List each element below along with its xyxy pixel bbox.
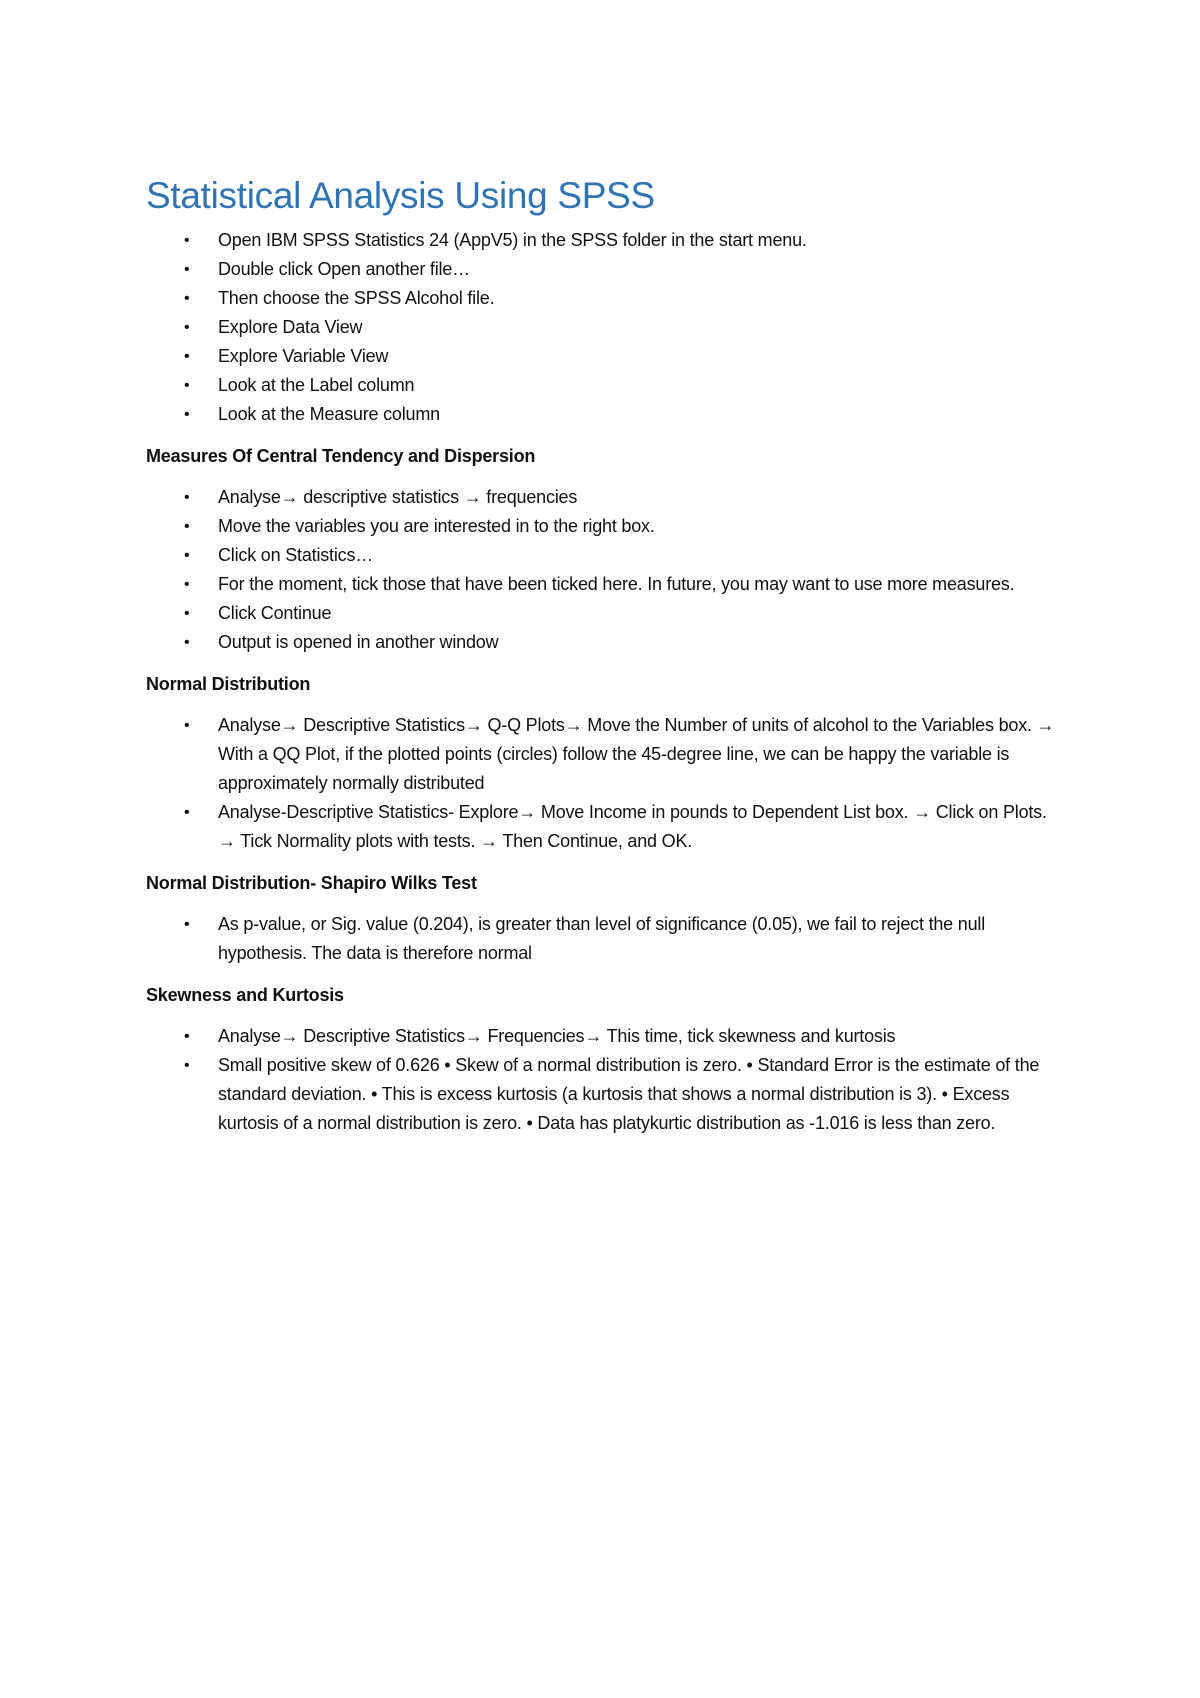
bullet-icon: • <box>184 261 190 278</box>
list-item <box>146 512 1066 541</box>
bullet-icon: • <box>184 232 190 249</box>
list-item-text: As p-value, or Sig. value (0.204), is greater than level of significance (0.05), we fail to reject the null hypothesis. The data is therefore normal <box>218 914 986 963</box>
list-item-text: Analyse→ Descriptive Statistics→ Q-Q Plots→ Move the Number of units of alcohol to the Variables box. → With a QQ Plot, if the plotted points (circles) follow the 45-degree line, we can be happy the variable is approximately normally distributed <box>218 715 1055 793</box>
list-item-text: Double click Open another file… <box>218 259 470 279</box>
bullet-icon: • <box>184 1028 190 1045</box>
bullet-icon: • <box>184 518 190 535</box>
bullet-icon: • <box>184 1057 190 1074</box>
list-item <box>146 798 1066 856</box>
skewness-kurtosis-list <box>146 1022 1066 1138</box>
intro-list <box>146 226 1066 429</box>
section-heading-central-tendency: Measures Of Central Tendency and Dispersion <box>146 446 536 466</box>
list-item <box>146 371 1066 400</box>
list-item-text: Look at the Label column <box>218 375 415 395</box>
list-item-text: For the moment, tick those that have been ticked here. In future, you may want to use more measures. <box>218 574 1015 594</box>
list-item <box>146 255 1066 284</box>
list-item-text: Output is opened in another window <box>218 632 499 652</box>
list-item-text: Analyse→ descriptive statistics → frequencies <box>218 487 578 507</box>
list-item <box>146 1022 1066 1051</box>
list-item <box>146 400 1066 429</box>
list-item-text: Explore Variable View <box>218 346 389 366</box>
page-title: Statistical Analysis Using SPSS <box>146 175 655 216</box>
list-item <box>146 910 1066 968</box>
bullet-icon: • <box>184 634 190 651</box>
bullet-icon: • <box>184 348 190 365</box>
bullet-icon: • <box>184 489 190 506</box>
bullet-icon: • <box>184 804 190 821</box>
list-item-text: Analyse-Descriptive Statistics- Explore→ Move Income in pounds to Dependent List box. → Click on Plots. → Tick Normality plots with tests. → Then Continue, and OK. <box>218 802 1047 851</box>
central-tendency-list <box>146 483 1066 657</box>
list-item-text: Open IBM SPSS Statistics 24 (AppV5) in the SPSS folder in the start menu. <box>218 230 807 250</box>
document-page <box>146 172 1066 1138</box>
bullet-icon: • <box>184 717 190 734</box>
section-heading-normal-distribution: Normal Distribution <box>146 674 311 694</box>
list-item <box>146 628 1066 657</box>
list-item-text: Small positive skew of 0.626 • Skew of a normal distribution is zero. • Standard Error is the estimate of the standard deviation. • This is excess kurtosis (a kurtosis that shows a normal distribution is 3). • Excess kurtosis of a normal distribution is zero. • Data has platykurtic distribution as -1.016 is less than zero. <box>218 1055 1040 1133</box>
list-item <box>146 541 1066 570</box>
bullet-icon: • <box>184 916 190 933</box>
list-item-text: Click on Statistics… <box>218 545 374 565</box>
list-item <box>146 1051 1066 1138</box>
list-item-text: Move the variables you are interested in to the right box. <box>218 516 655 536</box>
bullet-icon: • <box>184 319 190 336</box>
list-item-text: Analyse→ Descriptive Statistics→ Frequencies→ This time, tick skewness and kurtosis <box>218 1026 896 1046</box>
bullet-icon: • <box>184 406 190 423</box>
list-item <box>146 284 1066 313</box>
bullet-icon: • <box>184 576 190 593</box>
bullet-icon: • <box>184 290 190 307</box>
list-item <box>146 711 1066 798</box>
list-item-text: Then choose the SPSS Alcohol file. <box>218 288 495 308</box>
bullet-icon: • <box>184 377 190 394</box>
list-item <box>146 226 1066 255</box>
bullet-icon: • <box>184 547 190 564</box>
shapiro-wilks-list <box>146 910 1066 968</box>
list-item <box>146 342 1066 371</box>
list-item <box>146 313 1066 342</box>
list-item-text: Look at the Measure column <box>218 404 440 424</box>
list-item <box>146 483 1066 512</box>
section-heading-shapiro-wilks: Normal Distribution- Shapiro Wilks Test <box>146 873 477 893</box>
list-item-text: Click Continue <box>218 603 332 623</box>
list-item-text: Explore Data View <box>218 317 363 337</box>
list-item <box>146 570 1066 599</box>
bullet-icon: • <box>184 605 190 622</box>
section-heading-skewness-kurtosis: Skewness and Kurtosis <box>146 985 344 1005</box>
normal-distribution-list <box>146 711 1066 856</box>
list-item <box>146 599 1066 628</box>
